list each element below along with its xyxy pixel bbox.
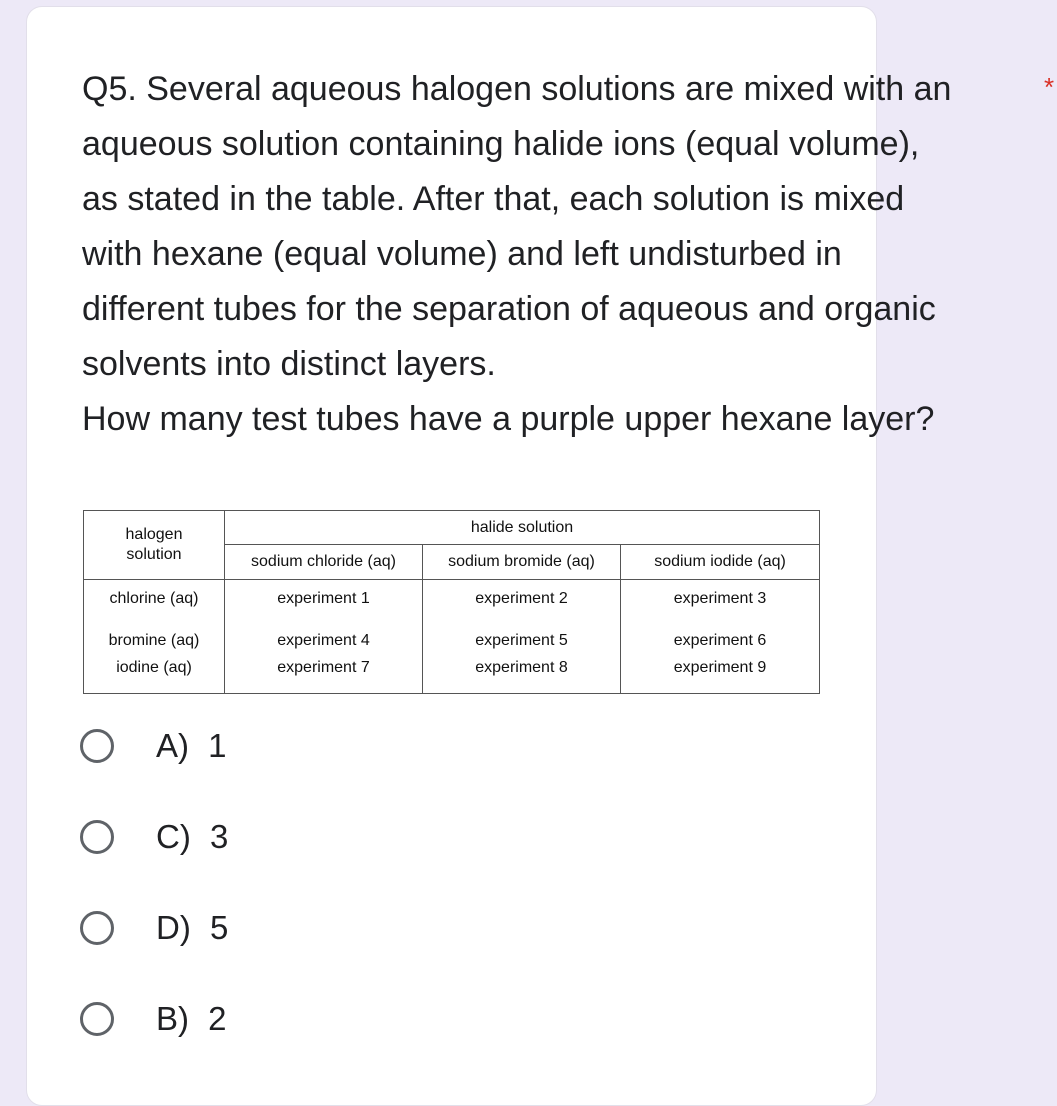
question-paragraph-2: How many test tubes have a purple upper hexane layer?	[82, 400, 935, 438]
option-label: C) 3	[156, 818, 229, 855]
radio-button[interactable]	[80, 911, 114, 945]
experiment-cell: experiment 1	[225, 580, 423, 625]
option-b[interactable]	[80, 997, 228, 1041]
halogen-cell: chlorine (aq)	[84, 580, 225, 625]
halide-solution-header: halide solution	[225, 511, 820, 545]
halide-table	[83, 510, 820, 694]
option-label: D) 5	[156, 909, 229, 946]
option-label: B) 2	[156, 1000, 227, 1037]
halogen-solution-header: halogen solution	[84, 511, 225, 580]
experiment-cell: experiment 7	[225, 658, 423, 694]
radio-button[interactable]	[80, 729, 114, 763]
column-header: sodium chloride (aq)	[225, 545, 423, 580]
experiment-cell: experiment 2	[423, 580, 621, 625]
table-row	[84, 580, 820, 625]
halogen-cell: iodine (aq)	[84, 658, 225, 694]
experiment-cell: experiment 4	[225, 624, 423, 658]
option-d[interactable]	[80, 906, 228, 950]
experiment-cell: experiment 8	[423, 658, 621, 694]
experiment-cell: experiment 3	[673, 590, 767, 607]
question-paragraph-1: Q5. Several aqueous halogen solutions are mixed with an aqueous solution containing halide ions (equal volume), as stated in the table. After that, each solution is mixed with hexane (equal volume) and left undisturbed in different tubes for the separation of aqueous and organic solvents into distinct layers.	[82, 70, 952, 383]
halide-table-image	[83, 510, 820, 694]
option-c[interactable]	[80, 815, 228, 859]
option-label: A) 1	[156, 727, 227, 764]
table-row	[84, 624, 820, 658]
question-text	[82, 62, 1042, 447]
required-marker: *	[1044, 72, 1055, 102]
radio-button[interactable]	[80, 1002, 114, 1036]
experiment-cell: experiment 5	[423, 624, 621, 658]
halogen-cell: bromine (aq)	[84, 624, 225, 658]
radio-button[interactable]	[80, 820, 114, 854]
answer-options	[80, 724, 228, 1088]
experiment-cell: experiment 9	[673, 659, 767, 676]
table-row	[84, 658, 820, 694]
option-a[interactable]	[80, 724, 228, 768]
experiment-cell: experiment 6	[673, 632, 767, 649]
column-header: sodium bromide (aq)	[423, 545, 621, 580]
column-header: sodium iodide (aq)	[621, 545, 820, 580]
